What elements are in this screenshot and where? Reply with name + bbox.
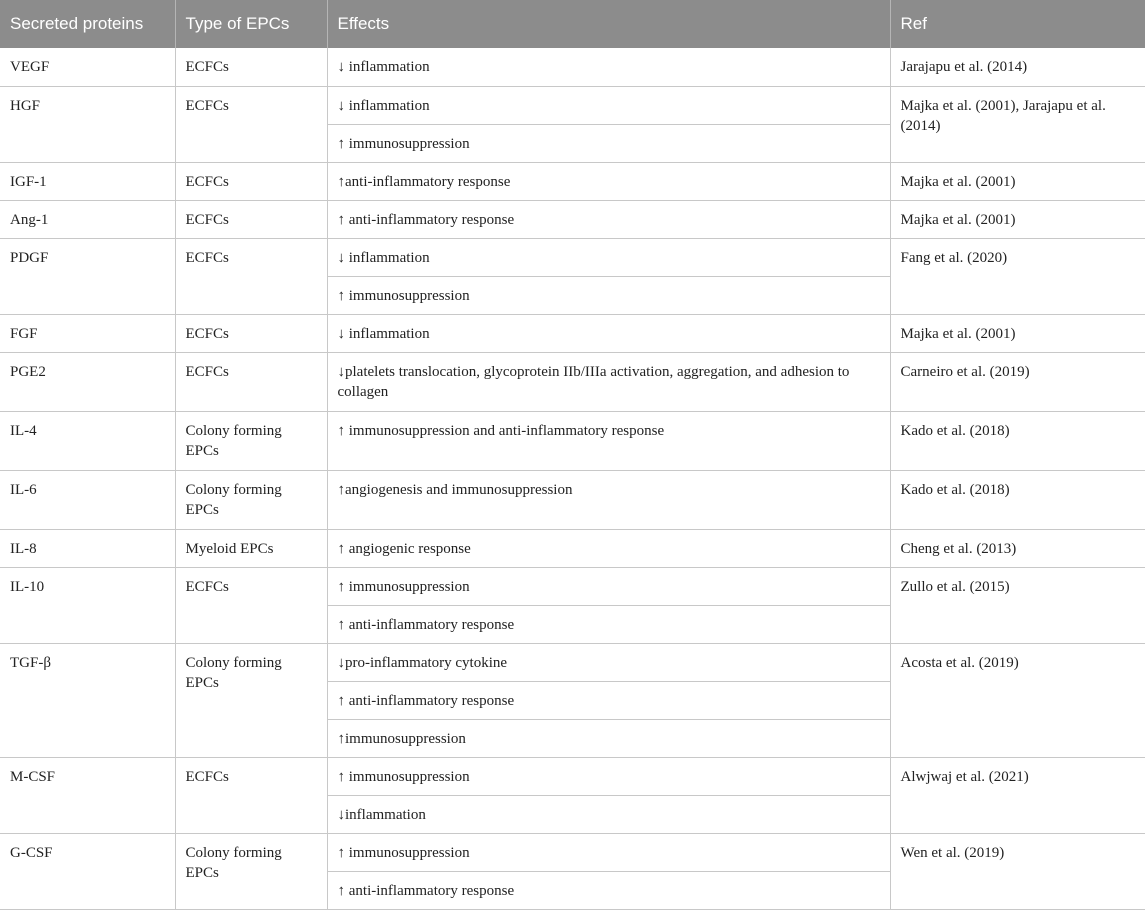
header-ref: Ref — [890, 0, 1145, 48]
cell-ref: Majka et al. (2001) — [890, 200, 1145, 238]
cell-ref: Kado et al. (2018) — [890, 470, 1145, 529]
cell-effect: ↑ immunosuppression — [327, 567, 890, 605]
cell-epc-type: ECFCs — [175, 86, 327, 162]
cell-effect: ↑ immunosuppression — [327, 276, 890, 314]
cell-ref: Majka et al. (2001) — [890, 314, 1145, 352]
cell-ref: Zullo et al. (2015) — [890, 567, 1145, 643]
cell-secreted-protein: PGE2 — [0, 352, 175, 411]
cell-effect: ↑immunosuppression — [327, 719, 890, 757]
cell-effect: ↑anti-inflammatory response — [327, 162, 890, 200]
cell-epc-type: ECFCs — [175, 48, 327, 86]
cell-ref: Acosta et al. (2019) — [890, 643, 1145, 757]
cell-effect: ↓ inflammation — [327, 86, 890, 124]
cell-ref: Majka et al. (2001), Jarajapu et al. (2014) — [890, 86, 1145, 162]
cell-secreted-protein: IL-6 — [0, 470, 175, 529]
cell-epc-type: ECFCs — [175, 567, 327, 643]
table-row — [0, 86, 1145, 124]
cell-epc-type: ECFCs — [175, 238, 327, 314]
cell-epc-type: Colony forming EPCs — [175, 411, 327, 470]
table-row — [0, 411, 1145, 470]
table-row — [0, 757, 1145, 795]
cell-epc-type: ECFCs — [175, 757, 327, 833]
cell-secreted-protein: Ang-1 — [0, 200, 175, 238]
cell-effect: ↑ immunosuppression and anti-inflammatory response — [327, 411, 890, 470]
table-row — [0, 162, 1145, 200]
cell-secreted-protein: IL-10 — [0, 567, 175, 643]
cell-epc-type: Colony forming EPCs — [175, 833, 327, 909]
cell-secreted-protein: FGF — [0, 314, 175, 352]
cell-effect: ↓inflammation — [327, 795, 890, 833]
cell-secreted-protein: IL-8 — [0, 529, 175, 567]
cell-effect: ↓ inflammation — [327, 314, 890, 352]
table-row — [0, 200, 1145, 238]
table-row — [0, 567, 1145, 605]
cell-ref: Cheng et al. (2013) — [890, 529, 1145, 567]
table-row — [0, 470, 1145, 529]
cell-ref: Fang et al. (2020) — [890, 238, 1145, 314]
cell-ref: Alwjwaj et al. (2021) — [890, 757, 1145, 833]
cell-secreted-protein: PDGF — [0, 238, 175, 314]
cell-effect: ↑ anti-inflammatory response — [327, 871, 890, 909]
table-row — [0, 833, 1145, 871]
cell-effect: ↓platelets translocation, glycoprotein IIb/IIIa activation, aggregation, and adhesion to collagen — [327, 352, 890, 411]
cell-epc-type: ECFCs — [175, 352, 327, 411]
table-row — [0, 238, 1145, 276]
cell-effect: ↑ anti-inflammatory response — [327, 605, 890, 643]
table-row — [0, 529, 1145, 567]
cell-secreted-protein: TGF-β — [0, 643, 175, 757]
table-row — [0, 643, 1145, 681]
cell-effect: ↓ inflammation — [327, 238, 890, 276]
cell-effect: ↑ immunosuppression — [327, 124, 890, 162]
header-secreted-proteins: Secreted proteins — [0, 0, 175, 48]
cell-epc-type: ECFCs — [175, 200, 327, 238]
cell-effect: ↓ inflammation — [327, 48, 890, 86]
cell-effect: ↑ angiogenic response — [327, 529, 890, 567]
cell-effect: ↑ immunosuppression — [327, 833, 890, 871]
cell-ref: Kado et al. (2018) — [890, 411, 1145, 470]
table-row — [0, 352, 1145, 411]
table-header-row — [0, 0, 1145, 48]
cell-secreted-protein: M-CSF — [0, 757, 175, 833]
cell-epc-type: Colony forming EPCs — [175, 643, 327, 757]
cell-epc-type: ECFCs — [175, 162, 327, 200]
header-effects: Effects — [327, 0, 890, 48]
cell-ref: Majka et al. (2001) — [890, 162, 1145, 200]
cell-epc-type: Myeloid EPCs — [175, 529, 327, 567]
table-row — [0, 314, 1145, 352]
cell-epc-type: Colony forming EPCs — [175, 470, 327, 529]
cell-ref: Wen et al. (2019) — [890, 833, 1145, 909]
cell-secreted-protein: IGF-1 — [0, 162, 175, 200]
cell-effect: ↑ anti-inflammatory response — [327, 681, 890, 719]
cell-effect: ↑ immunosuppression — [327, 757, 890, 795]
table-row — [0, 48, 1145, 86]
cell-ref: Carneiro et al. (2019) — [890, 352, 1145, 411]
cell-epc-type: ECFCs — [175, 314, 327, 352]
cell-secreted-protein: IL-4 — [0, 411, 175, 470]
cell-secreted-protein: VEGF — [0, 48, 175, 86]
cell-secreted-protein: G-CSF — [0, 833, 175, 909]
header-type-of-epcs: Type of EPCs — [175, 0, 327, 48]
cell-effect: ↑angiogenesis and immunosuppression — [327, 470, 890, 529]
table-body — [0, 48, 1145, 909]
cell-secreted-protein: HGF — [0, 86, 175, 162]
cell-effect: ↑ anti-inflammatory response — [327, 200, 890, 238]
cell-ref: Jarajapu et al. (2014) — [890, 48, 1145, 86]
cell-effect: ↓pro-inflammatory cytokine — [327, 643, 890, 681]
